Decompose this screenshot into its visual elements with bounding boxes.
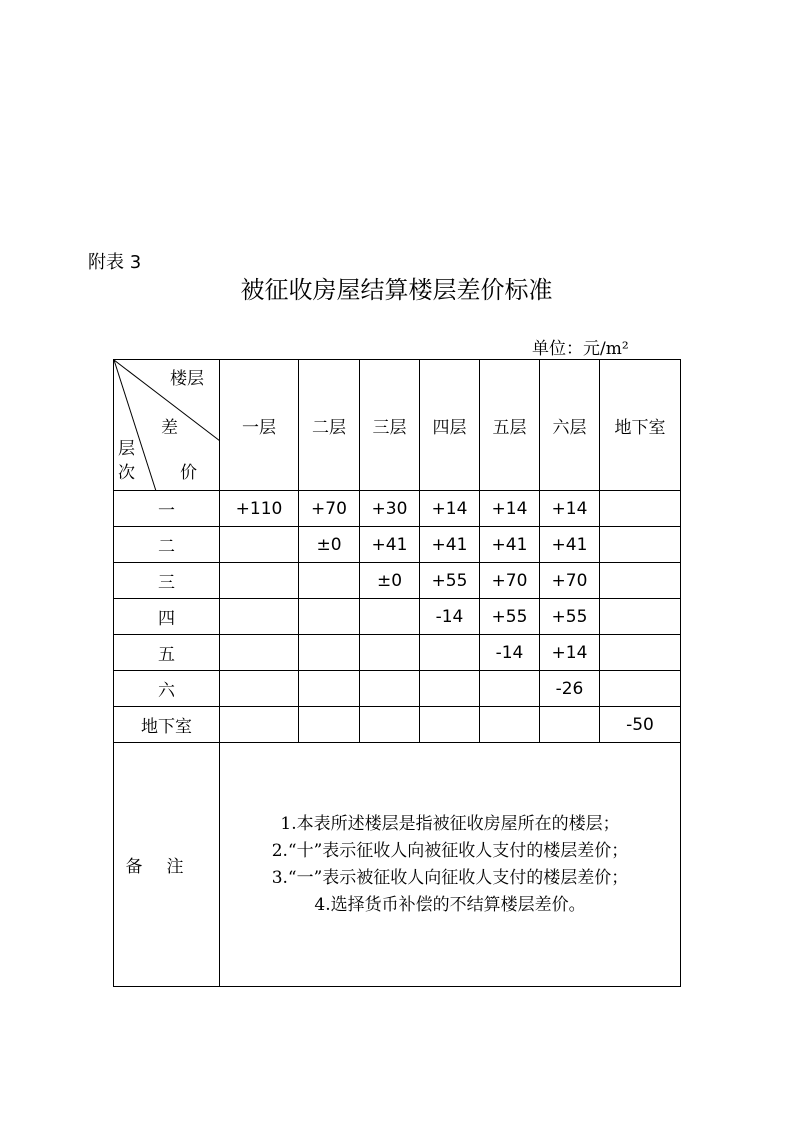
- table-cell: ±0: [299, 527, 360, 563]
- table-cell: +14: [540, 491, 600, 527]
- column-header: 地下室: [600, 360, 681, 491]
- table-cell: [360, 599, 420, 635]
- corner-label-ci: 次: [118, 463, 135, 483]
- table-cell: [600, 671, 681, 707]
- table-cell: [600, 527, 681, 563]
- table-cell: +70: [540, 563, 600, 599]
- table-cell: [540, 707, 600, 743]
- corner-label-price: 价: [180, 463, 197, 483]
- table-cell: +41: [540, 527, 600, 563]
- table-cell: +110: [220, 491, 299, 527]
- table-cell: +14: [480, 491, 540, 527]
- table-cell: +14: [420, 491, 480, 527]
- table-cell: +41: [480, 527, 540, 563]
- table-cell: [220, 635, 299, 671]
- table-cell: [420, 707, 480, 743]
- table-cell: [360, 707, 420, 743]
- table-cell: [299, 563, 360, 599]
- table-cell: [600, 491, 681, 527]
- column-header: 四层: [420, 360, 480, 491]
- table-cell: [600, 599, 681, 635]
- table-cell: +70: [480, 563, 540, 599]
- column-header: 六层: [540, 360, 600, 491]
- table-cell: [299, 635, 360, 671]
- unit-label: 单位：元/m²: [532, 339, 629, 359]
- corner-label-ceng: 层: [118, 439, 135, 459]
- table-cell: +70: [299, 491, 360, 527]
- notes-body: [220, 743, 681, 987]
- table-cell: [220, 563, 299, 599]
- table-cell: [299, 671, 360, 707]
- column-header: 五层: [480, 360, 540, 491]
- column-header: 三层: [360, 360, 420, 491]
- note-line: 3.“一”表示被征收人向征收人支付的楼层差价；: [271, 867, 629, 888]
- note-line: 4.选择货币补偿的不结算楼层差价。: [314, 894, 586, 915]
- table-row: [114, 563, 681, 599]
- row-label: 四: [114, 599, 220, 635]
- notes-label: 备注: [114, 743, 220, 987]
- table-cell: -14: [420, 599, 480, 635]
- table-cell: -50: [600, 707, 681, 743]
- column-header: 一层: [220, 360, 299, 491]
- price-table: [113, 359, 681, 987]
- notes-row: [114, 743, 681, 987]
- table-row: [114, 635, 681, 671]
- table-cell: [600, 635, 681, 671]
- table-cell: [420, 635, 480, 671]
- table-cell: [220, 527, 299, 563]
- table-cell: [220, 599, 299, 635]
- table-cell: [480, 671, 540, 707]
- table-cell: [480, 707, 540, 743]
- table-cell: +55: [540, 599, 600, 635]
- header-row: [114, 360, 681, 491]
- table-row: [114, 707, 681, 743]
- table-cell: [600, 563, 681, 599]
- row-label: 五: [114, 635, 220, 671]
- corner-label-diff: 差: [161, 418, 178, 438]
- table-cell: [360, 635, 420, 671]
- table-cell: -14: [480, 635, 540, 671]
- table-cell: +41: [420, 527, 480, 563]
- table-cell: -26: [540, 671, 600, 707]
- row-label: 地下室: [114, 707, 220, 743]
- table-cell: [220, 671, 299, 707]
- appendix-label: 附表 3: [88, 252, 142, 273]
- table-row: [114, 671, 681, 707]
- table-row: [114, 527, 681, 563]
- table-cell: +30: [360, 491, 420, 527]
- table-cell: [299, 707, 360, 743]
- table-cell: [360, 671, 420, 707]
- table-cell: +14: [540, 635, 600, 671]
- page-title: 被征收房屋结算楼层差价标准: [240, 276, 553, 304]
- corner-label-floor: 楼层: [170, 369, 204, 389]
- row-label: 六: [114, 671, 220, 707]
- table-cell: [220, 707, 299, 743]
- corner-cell: [114, 360, 220, 491]
- table-row: [114, 491, 681, 527]
- table-row: [114, 599, 681, 635]
- row-label: 三: [114, 563, 220, 599]
- row-label: 一: [114, 491, 220, 527]
- table-cell: +55: [480, 599, 540, 635]
- table-cell: [299, 599, 360, 635]
- note-line: 2.“十”表示征收人向被征收人支付的楼层差价；: [271, 840, 629, 861]
- table-cell: ±0: [360, 563, 420, 599]
- column-header: 二层: [299, 360, 360, 491]
- table-cell: [420, 671, 480, 707]
- note-line: 1.本表所述楼层是指被征收房屋所在的楼层；: [280, 813, 620, 834]
- row-label: 二: [114, 527, 220, 563]
- table-cell: +41: [360, 527, 420, 563]
- table-cell: +55: [420, 563, 480, 599]
